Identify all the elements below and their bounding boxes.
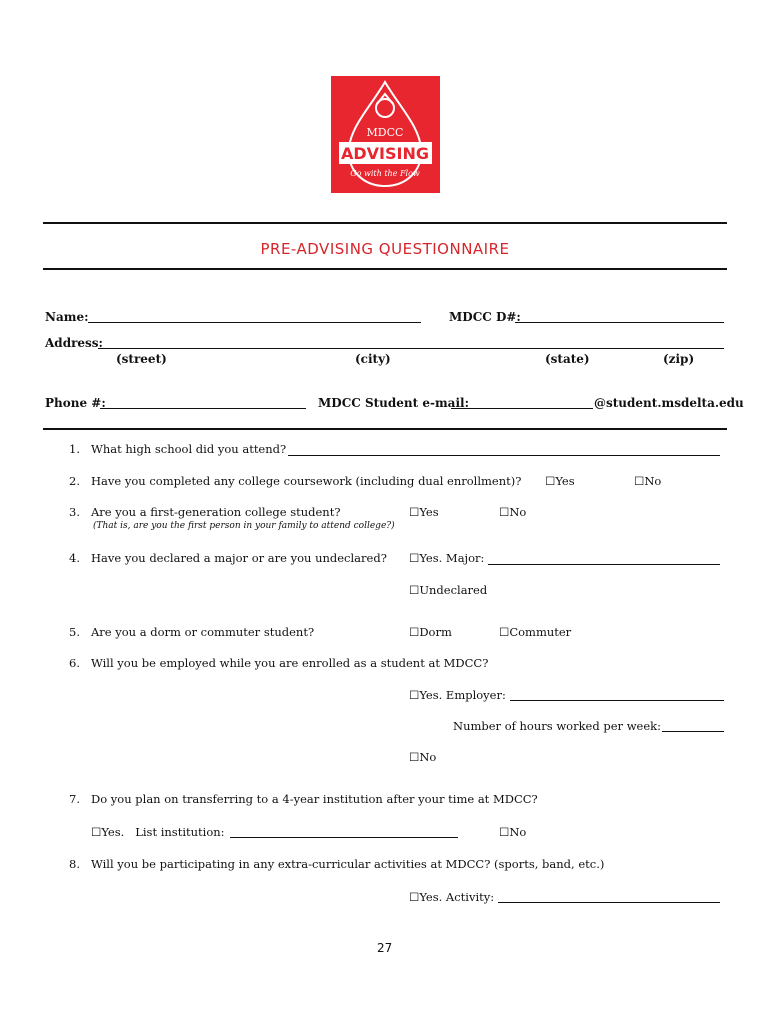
q3-yes-label: Yes — [419, 505, 439, 519]
q5-text: Are you a dorm or commuter student? — [91, 625, 315, 639]
q3-note: (That is, are you the first person in your family to attend college?) — [93, 521, 395, 531]
q4-undeclared-label: Undeclared — [419, 583, 488, 597]
q3-text: Are you a first-generation college student? — [91, 505, 341, 519]
checkbox-icon[interactable]: ☐ — [499, 625, 510, 639]
q7-no-label: No — [509, 825, 527, 839]
checkbox-icon[interactable]: ☐ — [409, 505, 420, 519]
logo-graphic — [331, 76, 440, 193]
q6-yes-label: Yes. Employer: — [419, 688, 506, 702]
q6-number: 6. — [69, 656, 80, 670]
q8-yes-option[interactable] — [409, 890, 494, 904]
q2-no-option[interactable] — [634, 474, 661, 488]
q5-commuter-label: Commuter — [509, 625, 572, 639]
q6-hours-field[interactable] — [662, 731, 724, 732]
q6-yes-option[interactable] — [409, 688, 506, 702]
page-number: 27 — [377, 941, 393, 955]
q3-no-label: No — [509, 505, 527, 519]
q5-dorm-option[interactable] — [409, 625, 452, 639]
q7-text: Do you plan on transferring to a 4-year institution after your time at MDCC? — [91, 792, 538, 806]
q7-institution-field[interactable] — [230, 837, 458, 838]
q3-no-option[interactable] — [499, 505, 526, 519]
q3-number: 3. — [69, 505, 80, 519]
q7-yes-label: Yes. List institution: — [101, 825, 225, 839]
q2-no-label: No — [644, 474, 662, 488]
q1-text: What high school did you attend? — [91, 442, 287, 456]
q5-number: 5. — [69, 625, 80, 639]
q8-yes-label: Yes. Activity: — [419, 890, 495, 904]
street-label: (street) — [116, 352, 167, 366]
q4-major-field[interactable] — [488, 564, 720, 565]
checkbox-icon[interactable]: ☐ — [409, 625, 420, 639]
checkbox-icon[interactable]: ☐ — [499, 505, 510, 519]
checkbox-icon[interactable]: ☐ — [634, 474, 645, 488]
email-field[interactable] — [451, 408, 593, 409]
checkbox-icon[interactable]: ☐ — [409, 583, 420, 597]
q6-no-option[interactable] — [409, 750, 436, 764]
address-field[interactable] — [98, 348, 724, 349]
q4-yes-label: Yes. Major: — [419, 551, 485, 565]
q8-number: 8. — [69, 857, 80, 871]
state-label: (state) — [545, 352, 590, 366]
q4-undeclared-option[interactable] — [409, 583, 487, 597]
q4-text: Have you declared a major or are you undeclared? — [91, 551, 387, 565]
q2-number: 2. — [69, 474, 80, 488]
logo-advising: ADVISING — [341, 144, 429, 163]
logo-mdcc: MDCC — [366, 126, 404, 139]
q2-yes-label: Yes — [555, 474, 575, 488]
email-domain: @student.msdelta.edu — [594, 396, 744, 410]
q6-text: Will you be employed while you are enrolled as a student at MDCC? — [91, 656, 489, 670]
checkbox-icon[interactable]: ☐ — [409, 890, 420, 904]
q4-yes-option[interactable] — [409, 551, 484, 565]
title-rule — [43, 268, 727, 270]
mdcc-advising-logo — [331, 76, 440, 193]
section-rule — [43, 428, 727, 430]
page-title: PRE-ADVISING QUESTIONNAIRE — [260, 240, 510, 258]
logo-tagline: Go with the Flow — [350, 169, 420, 178]
id-field[interactable] — [515, 322, 724, 323]
zip-label: (zip) — [663, 352, 695, 366]
q7-number: 7. — [69, 792, 80, 806]
id-label: MDCC D#: — [449, 310, 521, 324]
q8-activity-field[interactable] — [498, 902, 720, 903]
q6-hours-label: Number of hours worked per week: — [453, 719, 661, 733]
name-label: Name: — [45, 310, 89, 324]
email-label: MDCC Student e-mail: — [318, 396, 470, 410]
phone-field[interactable] — [100, 408, 306, 409]
q7-no-option[interactable] — [499, 825, 526, 839]
q5-dorm-label: Dorm — [419, 625, 452, 639]
checkbox-icon[interactable]: ☐ — [545, 474, 556, 488]
q1-answer-field[interactable] — [288, 455, 720, 456]
q2-text: Have you completed any college coursework (including dual enrollment)? — [91, 474, 522, 488]
address-label: Address: — [45, 336, 103, 350]
name-field[interactable] — [88, 322, 421, 323]
q3-yes-option[interactable] — [409, 505, 439, 519]
phone-label: Phone #: — [45, 396, 106, 410]
q6-no-label: No — [419, 750, 437, 764]
checkbox-icon[interactable]: ☐ — [499, 825, 510, 839]
checkbox-icon[interactable]: ☐ — [91, 825, 102, 839]
q2-yes-option[interactable] — [545, 474, 575, 488]
q8-text: Will you be participating in any extra-curricular activities at MDCC? (sports, band, etc.) — [91, 857, 605, 871]
checkbox-icon[interactable]: ☐ — [409, 750, 420, 764]
q1-number: 1. — [69, 442, 80, 456]
top-rule — [43, 222, 727, 224]
q5-commuter-option[interactable] — [499, 625, 571, 639]
q7-yes-option[interactable] — [91, 825, 225, 839]
checkbox-icon[interactable]: ☐ — [409, 688, 420, 702]
q4-number: 4. — [69, 551, 80, 565]
city-label: (city) — [355, 352, 391, 366]
q6-employer-field[interactable] — [510, 700, 724, 701]
checkbox-icon[interactable]: ☐ — [409, 551, 420, 565]
